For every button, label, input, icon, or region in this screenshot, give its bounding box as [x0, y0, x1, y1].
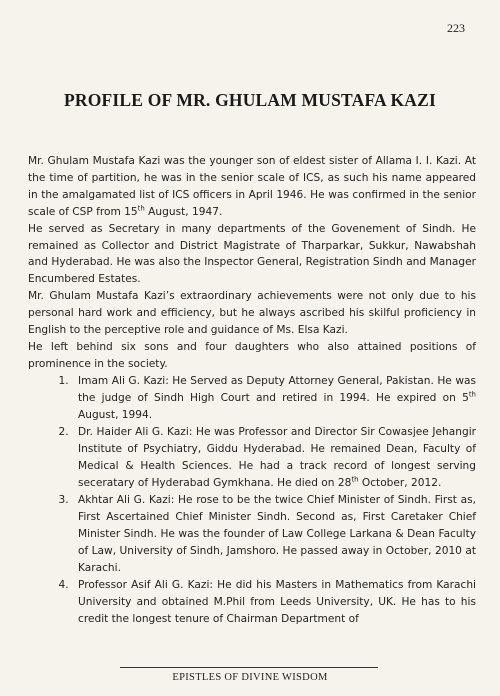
children-list: [28, 373, 476, 628]
paragraph: Mr. Ghulam Mustafa Kazi was the younger son of eldest sister of Allama I. I. Kazi. At the time of partition, he was in the senior scale of ICS, as such his name appeared in the amalgamated list of ICS officers in April 1946. He was confirmed in the senior scale of CSP from 15th August, 1947.: [28, 155, 476, 218]
list-item: 3. Akhtar Ali G. Kazi: He rose to be the twice Chief Minister of Sindh. First as, First Ascertained Chief Minister Sindh. Second as, First Caretaker Chief Minister Sindh. He was the founder of Law College Larkana & Dean Faculty of Law, University of Sindh, Jamshoro. He passed away in October, 2010 at Karachi.: [72, 492, 476, 577]
list-item: 2. Dr. Haider Ali G. Kazi: He was Professor and Director Sir Cowasjee Jehangir Institute of Psychiatry, Giddu Hyderabad. He remained Dean, Faculty of Medical & Health Sciences. He had a track record of longest serving seceratary of Hyderabad Gymkhana. He died on 28th October, 2012.: [72, 424, 476, 492]
list-item: 1. Imam Ali G. Kazi: He Served as Deputy Attorney General, Pakistan. He was the judge of Sindh High Court and retired in 1994. He expired on 5th August, 1994.: [72, 373, 476, 424]
document-body: [28, 153, 476, 628]
page-number: 223: [447, 21, 465, 35]
footer-divider: [120, 667, 378, 668]
page-title: PROFILE OF MR. GHULAM MUSTAFA KAZI: [63, 90, 437, 110]
paragraph: He served as Secretary in many departments of the Govenement of Sindh. He remained as Collector and District Magistrate of Tharparkar, Sukkur, Nawabshah and Hyderabad. He was also the Inspector General, Registration Sindh and Manager Encumbered Estates.: [28, 222, 476, 286]
paragraph: He left behind six sons and four daughters who also attained positions of prominence in the society.: [28, 340, 476, 370]
running-footer: EPISTLES OF DIVINE WISDOM: [172, 672, 328, 683]
list-item: 4. Professor Asif Ali G. Kazi: He did his Masters in Mathematics from Karachi University and obtained M.Phil from Leeds University, UK. He has to his credit the longest tenure of Chairman Department of: [72, 577, 476, 628]
paragraph: Mr. Ghulam Mustafa Kazi’s extraordinary achievements were not only due to his personal hard work and efficiency, but he always ascribed his skilful proficiency in English to the perceptive role and guidance of Ms. Elsa Kazi.: [28, 290, 476, 337]
